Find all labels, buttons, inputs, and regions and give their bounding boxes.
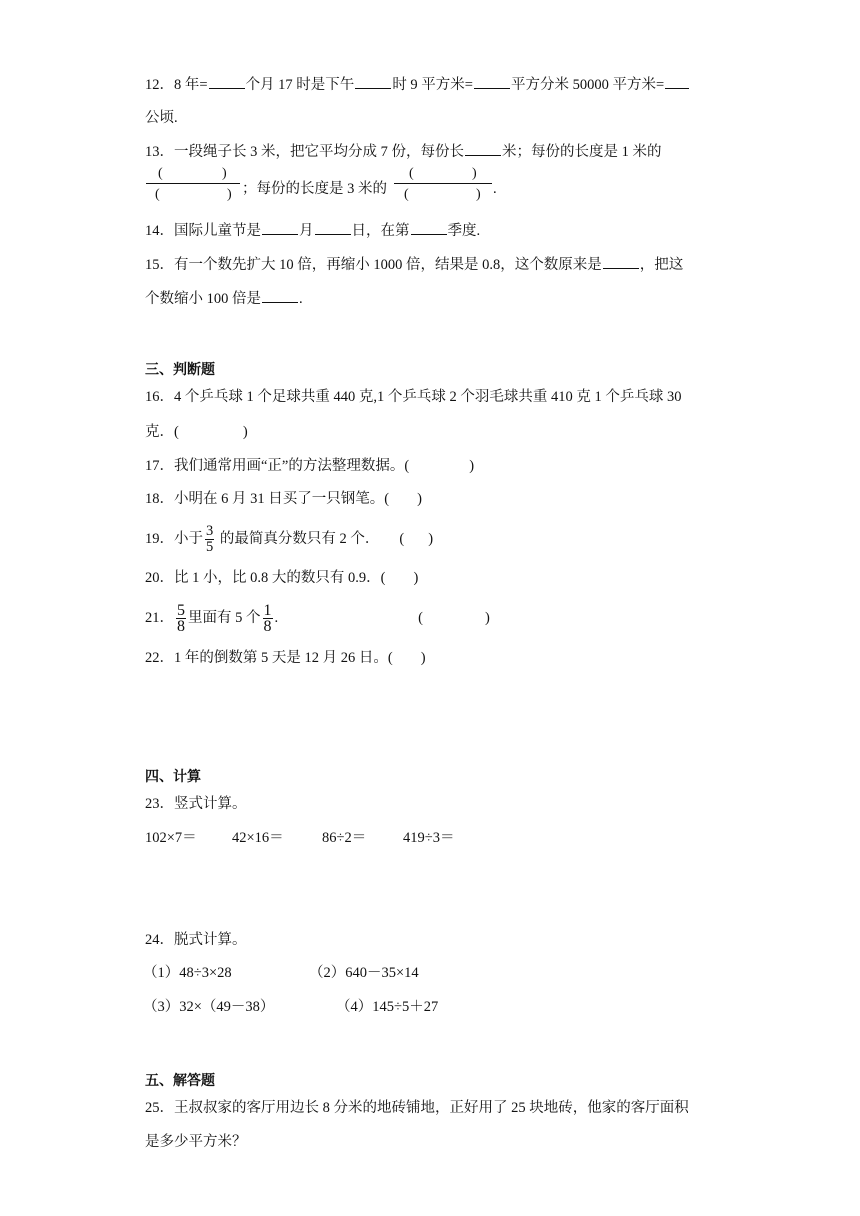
- question-20: [145, 568, 418, 588]
- question-number: 14．: [145, 223, 174, 239]
- question-number: 25．: [145, 1100, 174, 1116]
- question-number: 15．: [145, 257, 174, 273]
- calc-item: （3）32×（49－38）: [143, 999, 275, 1015]
- answer-blank[interactable]: [262, 220, 298, 235]
- paren-open: (: [155, 187, 160, 202]
- paren-close: ): [472, 166, 477, 181]
- question-text: (: [418, 610, 423, 626]
- answer-blank[interactable]: [603, 254, 639, 269]
- calc-item: 86÷2＝: [322, 830, 367, 846]
- paren-open: (: [158, 166, 163, 181]
- question-23: [145, 794, 247, 814]
- question-text: 1 年的倒数第 5 天是 12 月 26 日。(: [174, 650, 393, 666]
- question-13-line-1: [145, 141, 662, 162]
- question-text: 小明在 6 月 31 日买了一只钢笔。(: [174, 491, 390, 507]
- question-text: 竖式计算。: [174, 796, 247, 812]
- paren-close: ): [476, 187, 481, 202]
- question-text: 国际儿童节是: [174, 223, 261, 239]
- question-number: 23．: [145, 796, 174, 812]
- question-number: 19．: [145, 531, 174, 547]
- question-text: 脱式计算。: [174, 932, 247, 948]
- fraction-bar: [146, 183, 240, 184]
- question-18: [145, 489, 422, 509]
- section-heading-judgment: 三、判断题: [145, 361, 215, 377]
- denominator: 8: [263, 618, 272, 636]
- question-text: .: [299, 291, 303, 307]
- question-number: 12．: [145, 77, 174, 93]
- calc-item: （2）640－35×14: [309, 965, 419, 981]
- answer-blank[interactable]: [474, 74, 510, 89]
- numerator: 3: [206, 523, 214, 540]
- question-number: 24．: [145, 932, 174, 948]
- question-text: ): [469, 458, 475, 474]
- question-text: 有一个数先扩大 10 倍，再缩小 1000 倍，结果是 0.8，这个数原来是: [174, 257, 602, 273]
- question-13-line-2: [242, 179, 387, 199]
- question-16-line-1: [145, 387, 682, 407]
- question-12-line-2: [145, 108, 178, 128]
- question-13-end: [493, 179, 497, 199]
- fraction-bar: [394, 183, 492, 184]
- answer-blank[interactable]: [209, 74, 245, 89]
- answer-blank[interactable]: [262, 288, 298, 303]
- question-text: 8 年=: [174, 77, 208, 93]
- question-text: 我们通常用画“正”的方法整理数据。(: [174, 458, 410, 474]
- question-number: 16．: [145, 389, 174, 405]
- denominator: 8: [177, 618, 185, 636]
- question-12-line-1: [145, 74, 690, 95]
- section-heading-word-problems: 五、解答题: [145, 1072, 215, 1088]
- section-heading-calculation: 四、计算: [145, 768, 201, 784]
- question-text: 里面有 5 个: [188, 610, 261, 626]
- question-text: 4 个乒乓球 1 个足球共重 440 克,1 个乒乓球 2 个羽毛球共重 410 克 1 个乒乓球 30: [174, 389, 682, 405]
- question-25-line-1: [145, 1098, 689, 1118]
- question-text: 米；每份的长度是 1 米的: [502, 144, 662, 160]
- answer-blank[interactable]: [315, 220, 351, 235]
- question-text: 王叔叔家的客厅用边长 8 分米的地砖铺地，正好用了 25 块地砖，他家的客厅面积: [174, 1100, 689, 1116]
- question-text: .: [274, 610, 279, 626]
- question-number: 13．: [145, 144, 174, 160]
- question-text: ；每份的长度是 3 米的: [242, 181, 387, 197]
- question-text: ): [484, 610, 490, 626]
- paren-open: (: [404, 187, 409, 202]
- question-text: ): [420, 650, 426, 666]
- question-number: 18．: [145, 491, 174, 507]
- question-25-line-2: [145, 1132, 247, 1152]
- fraction-three-fifths: [205, 524, 214, 555]
- question-15-line-2: [145, 288, 303, 309]
- question-text: 克．(: [145, 424, 179, 440]
- question-number: 20．: [145, 570, 174, 586]
- question-number: 21．: [145, 610, 174, 626]
- question-text: (: [399, 531, 405, 547]
- question-22: [145, 648, 426, 668]
- paren-open: (: [409, 166, 414, 181]
- numerator: 1: [263, 602, 272, 620]
- question-text: 个数缩小 100 倍是: [145, 291, 261, 307]
- question-text: ): [242, 424, 248, 440]
- calc-item: 102×7＝: [145, 830, 197, 846]
- answer-blank[interactable]: [411, 220, 447, 235]
- question-text: 平方分米 50000 平方米=: [511, 77, 665, 93]
- question-text: ): [417, 491, 422, 507]
- question-21: [145, 601, 490, 635]
- question-text: 公顷.: [145, 110, 178, 126]
- paren-close: ): [227, 187, 232, 202]
- question-text: ，把这: [639, 257, 684, 273]
- question-text: 月: [299, 223, 314, 239]
- question-24: [145, 930, 247, 950]
- question-number: 17．: [145, 458, 174, 474]
- question-text: 个月 17 时是下午: [245, 77, 355, 93]
- fraction-one-eighth: [263, 603, 273, 634]
- denominator: 5: [206, 539, 214, 556]
- question-text: 季度.: [447, 223, 481, 239]
- calc-item: （4）145÷5＋27: [336, 999, 439, 1015]
- calc-item: 419÷3＝: [403, 830, 455, 846]
- question-text: ): [413, 570, 419, 586]
- paren-close: ): [222, 166, 227, 181]
- question-text: 一段绳子长 3 米，把它平均分成 7 份，每份长: [174, 144, 464, 160]
- question-15-line-1: [145, 254, 683, 275]
- question-17: [145, 456, 474, 476]
- question-text: .: [493, 181, 497, 197]
- question-text: 的最简真分数只有 2 个．: [216, 531, 380, 547]
- fraction-five-eighths: [176, 603, 186, 634]
- question-text: 日，在第: [351, 223, 410, 239]
- calc-item: （1）48÷3×28: [143, 965, 232, 981]
- answer-blank[interactable]: [665, 74, 689, 89]
- question-19: [145, 522, 433, 556]
- question-14: [145, 220, 480, 241]
- numerator: 5: [177, 602, 185, 620]
- question-text: ): [428, 531, 434, 547]
- question-16-line-2: [145, 422, 248, 442]
- question-text: 时 9 平方米=: [392, 77, 473, 93]
- question-number: 22．: [145, 650, 174, 666]
- answer-blank[interactable]: [465, 141, 501, 156]
- question-text: 比 1 小，比 0.8 大的数只有 0.9．(: [174, 570, 386, 586]
- question-text: 是多少平方米？: [145, 1134, 247, 1150]
- question-text: 小于: [174, 531, 203, 547]
- calc-item: 42×16＝: [232, 830, 284, 846]
- answer-blank[interactable]: [355, 74, 391, 89]
